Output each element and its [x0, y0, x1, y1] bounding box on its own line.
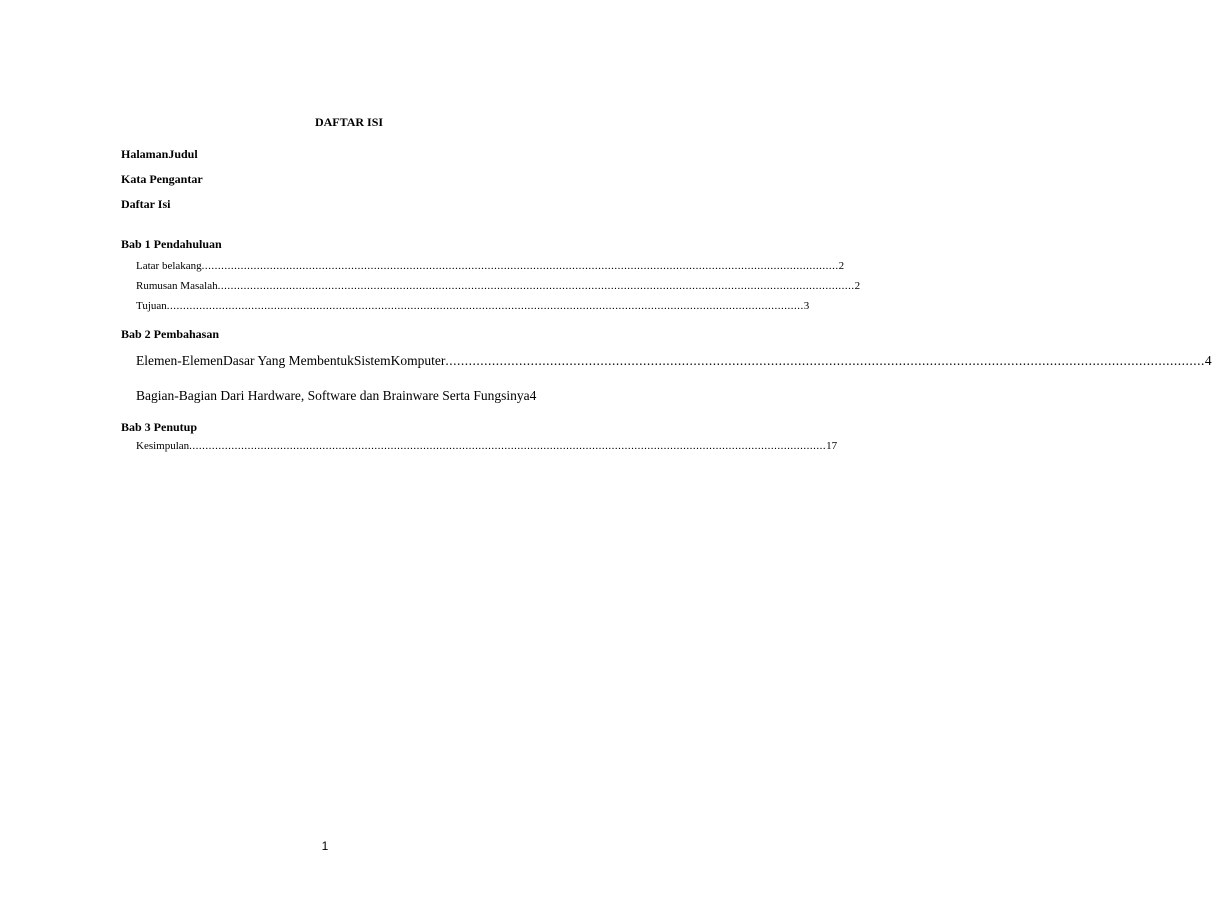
- front-matter-halaman-judul: HalamanJudul: [121, 147, 198, 161]
- toc-entry-label: Kesimpulan: [136, 440, 190, 452]
- toc-entry-page: 4: [1204, 353, 1212, 368]
- toc-entry: [136, 353, 1212, 369]
- toc-entry: [136, 300, 810, 312]
- toc-leader-dots: ....................................................................................................................................................................................................: [217, 280, 855, 292]
- toc-entry: [136, 280, 861, 292]
- toc-entry-label: Bagian-Bagian Dari Hardware, Software dan Brainware Serta Fungsinya: [136, 388, 530, 403]
- toc-entry-page: 2: [854, 280, 861, 292]
- chapter-3-heading: Bab 3 Penutup: [121, 420, 198, 434]
- toc-entry-page: 2: [838, 260, 845, 272]
- toc-entry-label: Elemen-ElemenDasar Yang MembentukSistemKomputer: [136, 353, 446, 368]
- toc-entry-page: 17: [826, 440, 838, 452]
- toc-entry-page: 4: [529, 388, 537, 403]
- front-matter-kata-pengantar: Kata Pengantar: [121, 172, 203, 186]
- page-title: DAFTAR ISI: [314, 115, 384, 129]
- chapter-1-heading: Bab 1 Pendahuluan: [121, 237, 222, 251]
- toc-entry-label: Tujuan: [136, 300, 167, 312]
- toc-leader-dots: ....................................................................................................................................................................................................: [166, 300, 804, 312]
- toc-leader-dots: ....................................................................................................................................................................................................: [201, 260, 839, 272]
- page-number: 1: [321, 839, 329, 853]
- toc-entry: [136, 440, 838, 452]
- toc-entry: [136, 260, 845, 272]
- toc-entry-label: Rumusan Masalah: [136, 280, 218, 292]
- toc-leader-dots: ....................................................................................................................................................................................................: [445, 353, 1205, 368]
- toc-leader-dots: ....................................................................................................................................................................................................: [189, 440, 827, 452]
- chapter-2-heading: Bab 2 Pembahasan: [121, 327, 220, 341]
- front-matter-daftar-isi: Daftar Isi: [121, 197, 171, 211]
- toc-entry-page: 3: [803, 300, 810, 312]
- toc-entry: [136, 388, 537, 404]
- toc-entry-label: Latar belakang: [136, 260, 202, 272]
